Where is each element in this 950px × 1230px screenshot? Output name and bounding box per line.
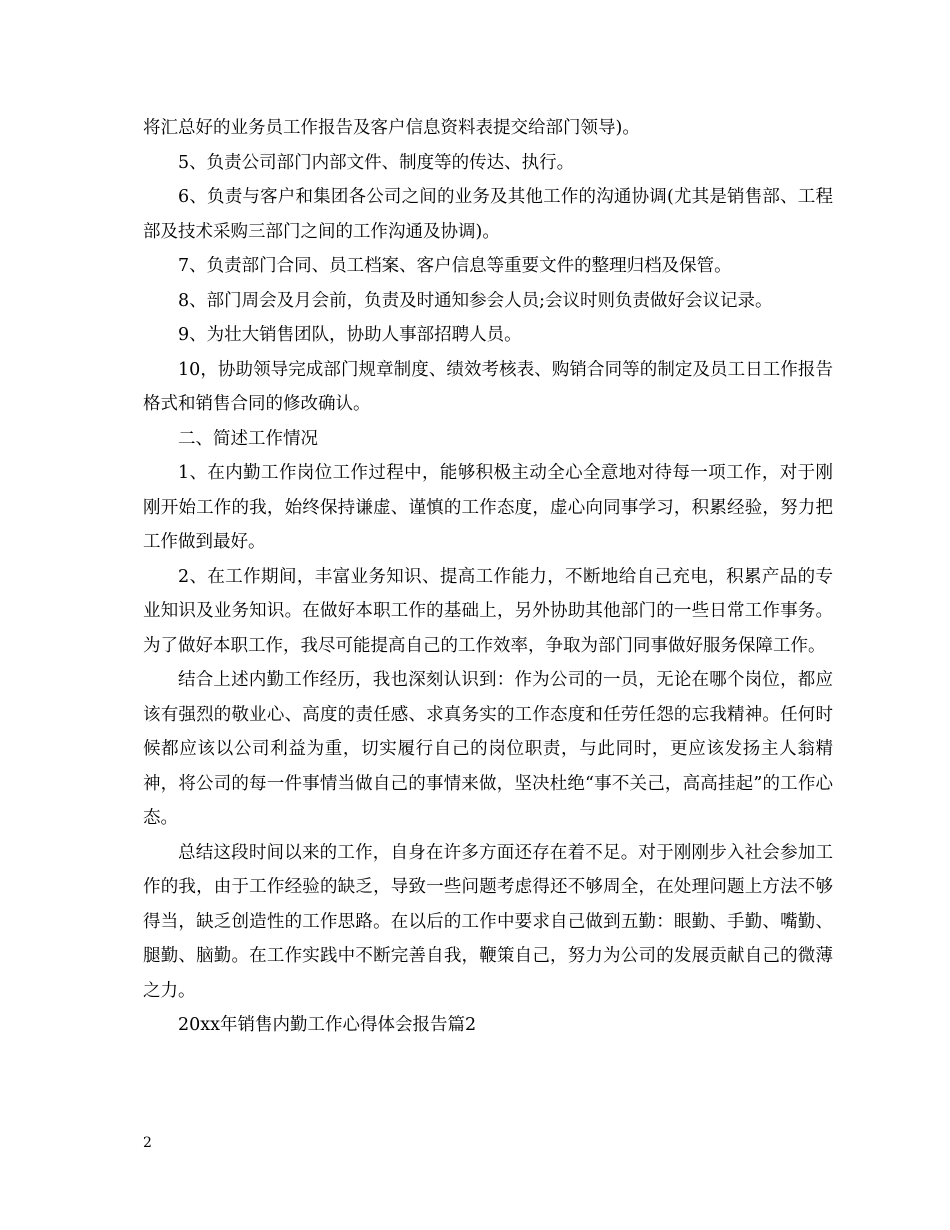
paragraph-item-8: 8、部门周会及月会前，负责及时通知参会人员;会议时则负责做好会议记录。 [178, 290, 773, 311]
paragraph-reflection: 结合上述内勤工作经历，我也深刻认识到：作为公司的一员，无论在哪个岗位，都应该有强烈的敬业心、高度的责任感、求真务实的工作态度和任劳任怨的忘我精神。任何时候都应该以公司利益为重，切实履行自己的岗位职责，与此同时，更应该发扬主人翁精神，将公司的每一件事情当做自己的事情来做，坚决杜绝“事不关己，高高挂起”的工作心态。 [143, 670, 833, 828]
next-article-title: 20xx年销售内勤工作心得体会报告篇2 [178, 1015, 477, 1035]
paragraph-item-10: 10，协助领导完成部门规章制度、绩效考核表、购销合同等的制定及员工日工作报告格式和销售合同的修改确认。 [143, 359, 833, 414]
paragraph-situation-2: 2、在工作期间，丰富业务知识、提高工作能力，不断地给自己充电，积累产品的专业知识及业务知识。在做好本职工作的基础上，另外协助其他部门的一些日常工作事务。为了做好本职工作，我尽可能提高自己的工作效率，争取为部门同事做好服务保障工作。 [143, 566, 833, 656]
page-number: 2 [143, 1135, 152, 1151]
paragraph-summary: 总结这段时间以来的工作，自身在许多方面还存在着不足。对于刚刚步入社会参加工作的我，由于工作经验的缺乏，导致一些问题考虑得还不够周全，在处理问题上方法不够得当，缺乏创造性的工作思路。在以后的工作中要求自己做到五勤：眼勤、手勤、嘴勤、腿勤、脑勤。在工作实践中不断完善自我，鞭策自己，努力为公司的发展贡献自己的微薄之力。 [143, 842, 833, 1001]
paragraph-item-7: 7、负责部门合同、员工档案、客户信息等重要文件的整理归档及保管。 [178, 256, 732, 276]
paragraph-item-6: 6、负责与客户和集团各公司之间的业务及其他工作的沟通协调(尤其是销售部、工程部及技术采购三部门之间的工作沟通及协调)。 [143, 187, 833, 242]
paragraph-item-5: 5、负责公司部门内部文件、制度等的传达、执行。 [178, 152, 575, 173]
paragraph-situation-1: 1、在内勤工作岗位工作过程中，能够积极主动全心全意地对待每一项工作，对于刚刚开始工作的我，始终保持谦虚、谨慎的工作态度，虚心向同事学习，积累经验，努力把工作做到最好。 [143, 463, 833, 552]
paragraph-continuation: 将汇总好的业务员工作报告及客户信息资料表提交给部门领导)。 [143, 118, 640, 138]
paragraph-item-9: 9、为壮大销售团队，协助人事部招聘人员。 [178, 325, 522, 345]
section-heading: 二、简述工作情况 [178, 428, 318, 449]
document-body [143, 111, 833, 1043]
